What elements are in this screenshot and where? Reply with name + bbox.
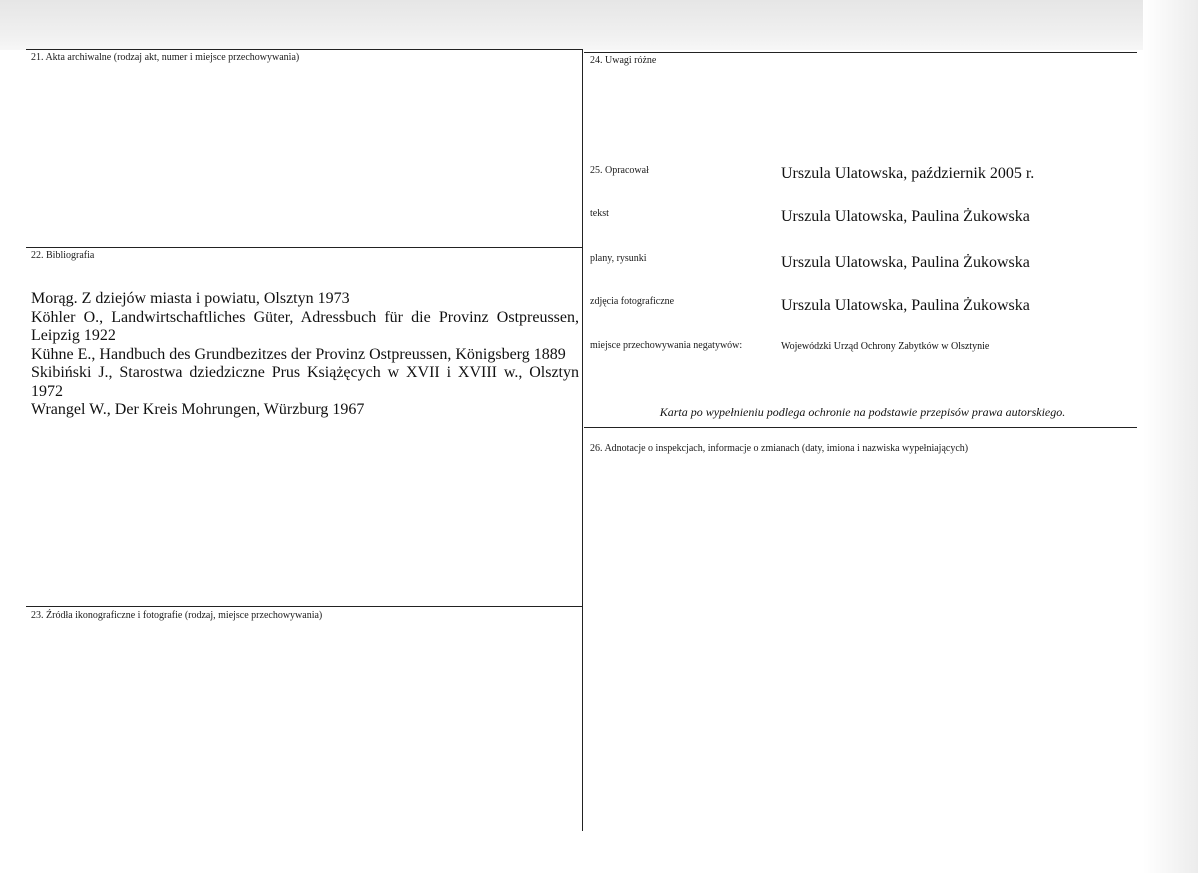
photographs-value: Urszula Ulatowska, Paulina Żukowska (781, 297, 1030, 314)
iconographic-sources-label: 23. Źródła ikonograficzne i fotografie (rodzaj, miejsce przechowywania) (31, 610, 323, 621)
text-author-label: tekst (590, 208, 609, 219)
scan-right-shadow (1143, 0, 1198, 873)
archival-records-label: 21. Akta archiwalne (rodzaj akt, numer i miejsce przechowywania) (31, 52, 300, 63)
prepared-by-value: Urszula Ulatowska, październik 2005 r. (781, 165, 1035, 182)
plans-drawings-label: plany, rysunki (590, 253, 647, 264)
annotations-label: 26. Adnotacje o inspekcjach, informacje o zmianach (daty, imiona i nazwiska wypełniających) (590, 443, 969, 454)
bibliography-list (31, 290, 579, 420)
negatives-location-value: Wojewódzki Urząd Ochrony Zabytków w Olsztynie (781, 341, 990, 352)
copyright-note: Karta po wypełnieniu podlega ochronie na podstawie przepisów prawa autorskiego. (659, 405, 1066, 419)
line-section-22 (26, 247, 583, 248)
bibliography-entry: Wrangel W., Der Kreis Mohrungen, Würzburg 1967 (31, 401, 365, 418)
bibliography-entry: Köhler O., Landwirtschaftliches Güter, Adressbuch für die Provinz Ostpreussen, Leipzig 1922 (31, 308, 579, 344)
line-section-21 (26, 49, 583, 50)
photographs-label: zdjęcia fotograficzne (590, 296, 675, 307)
line-section-23 (26, 606, 583, 607)
line-section-24 (584, 52, 1137, 53)
prepared-by-label: 25. Opracował (590, 165, 649, 176)
remarks-label: 24. Uwagi różne (590, 55, 657, 66)
bibliography-entry: Skibiński J., Starostwa dziedziczne Prus Książęcych w XVII i XVIII w., Olsztyn 1972 (31, 364, 579, 400)
bibliography-label: 22. Bibliografia (31, 250, 95, 261)
text-author-value: Urszula Ulatowska, Paulina Żukowska (781, 208, 1030, 225)
bibliography-entry: Morąg. Z dziejów miasta i powiatu, Olsztyn 1973 (31, 290, 350, 307)
line-section-26 (584, 427, 1137, 428)
plans-drawings-value: Urszula Ulatowska, Paulina Żukowska (781, 254, 1030, 271)
column-divider (582, 49, 583, 831)
scan-top-shadow (0, 0, 1198, 50)
bibliography-entry: Kühne E., Handbuch des Grundbezitzes der Provinz Ostpreussen, Königsberg 1889 (31, 345, 566, 363)
negatives-location-label: miejsce przechowywania negatywów: (590, 340, 743, 351)
